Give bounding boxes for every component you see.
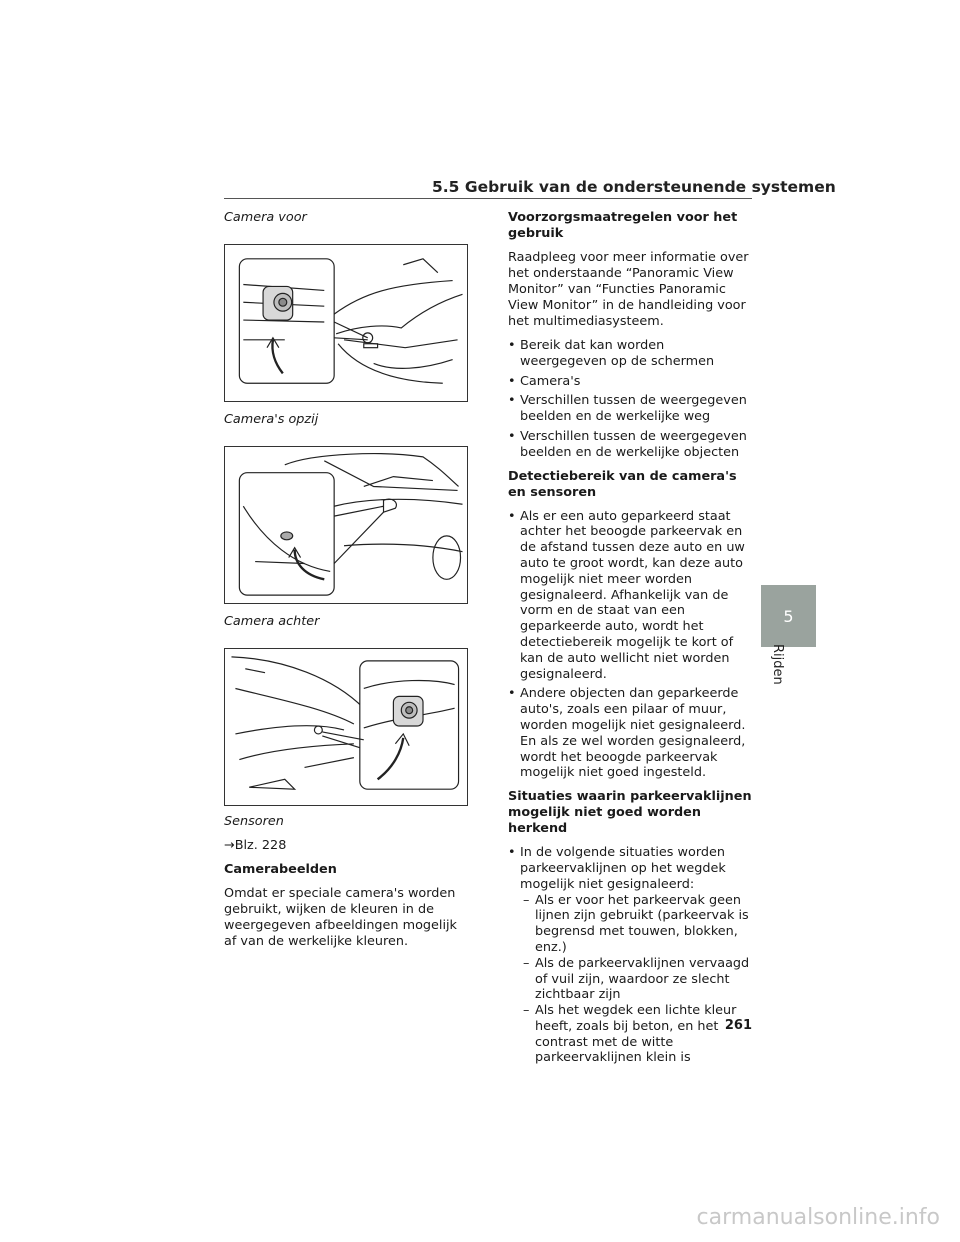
bullet-item: • Als er een auto geparkeerd staat achter het beoogde parkeervak en de afstand tussen deze auto en uw auto te groot wordt, kan deze auto mogelijk niet meer worden gesignaleerd. Afhankelijk van de vorm en de staat van een geparkeerde auto, wordt het detectiebereik mogelijk te kort of kan de auto wellicht niet worden gesignaleerd. <box>508 508 745 682</box>
side-camera-illustration <box>225 447 467 603</box>
paragraph-camera-images: Omdat er speciale camera's worden gebruikt, wijken de kleuren in de weergegeven afbeeldingen mogelijk af van de werkelijke kleuren. <box>224 886 457 949</box>
chapter-label-text: Rijden <box>770 644 785 685</box>
watermark: carmanualsonline.info <box>696 1205 940 1230</box>
dash-item: – Als het wegdek een lichte kleur heeft, zoals bij beton, en het contrast met de witte parkeervaklijnen klein is <box>523 1003 737 1066</box>
chapter-number: 5 <box>783 606 794 626</box>
front-camera-figure <box>224 244 468 402</box>
bullet-item: • Andere objecten dan geparkeerde auto's, zoals een pilaar of muur, worden mogelijk niet gesignaleerd. En als ze wel worden gesignaleerd, wordt het beoogde parkeervak mogelijk niet goed ingesteld. <box>508 686 746 781</box>
caption-front-camera: Camera voor <box>224 210 307 225</box>
caption-sensors: Sensoren <box>224 814 284 829</box>
rear-camera-illustration <box>225 649 467 805</box>
heading-camera-images: Camerabeelden <box>224 862 337 877</box>
right-column <box>508 210 754 1066</box>
heading-precautions: Voorzorgsmaatregelen voor het gebruik <box>508 210 738 241</box>
bullet-item: • Camera's <box>508 373 581 389</box>
bullet-item: • Verschillen tussen de weergegeven beelden en de werkelijke weg <box>508 393 747 425</box>
page-reference[interactable]: →Blz. 228 <box>224 838 287 853</box>
dash-item: – Als de parkeervaklijnen vervaagd of vuil zijn, waardoor ze slecht zichtbaar zijn <box>523 955 750 1003</box>
caption-side-cameras: Camera's opzij <box>224 412 319 427</box>
paragraph-precautions: Raadpleeg voor meer informatie over het onderstaande “Panoramic View Monitor” van “Functies Panoramic View Monitor” in de handleiding voor het multimediasysteem. <box>508 250 749 329</box>
front-camera-illustration <box>225 245 467 401</box>
left-column <box>224 210 472 950</box>
chapter-tab[interactable] <box>761 585 816 647</box>
bullet-item: • Verschillen tussen de weergegeven beelden en de werkelijke objecten <box>508 428 747 460</box>
heading-parking-lines: Situaties waarin parkeervaklijnen mogelijk niet goed worden herkend <box>508 789 752 837</box>
dash-item: – Als er voor het parkeervak geen lijnen zijn gebruikt (parkeervak is begrensd met touwen, blokken, enz.) <box>523 892 749 955</box>
caption-rear-camera: Camera achter <box>224 614 320 629</box>
rear-camera-figure <box>224 648 468 806</box>
header-divider <box>224 198 752 199</box>
page-number: 261 <box>724 1018 752 1033</box>
side-camera-figure <box>224 446 468 604</box>
section-header: 5.5 Gebruik van de ondersteunende systemen <box>432 178 836 196</box>
bullet-item: • Bereik dat kan worden weergegeven op de schermen <box>508 338 715 369</box>
bullet-item: • In de volgende situaties worden parkeervaklijnen op het wegdek mogelijk niet gesignaleerd: <box>508 845 726 892</box>
chapter-label <box>769 640 809 700</box>
heading-detection-range: Detectiebereik van de camera's en sensoren <box>508 468 737 500</box>
